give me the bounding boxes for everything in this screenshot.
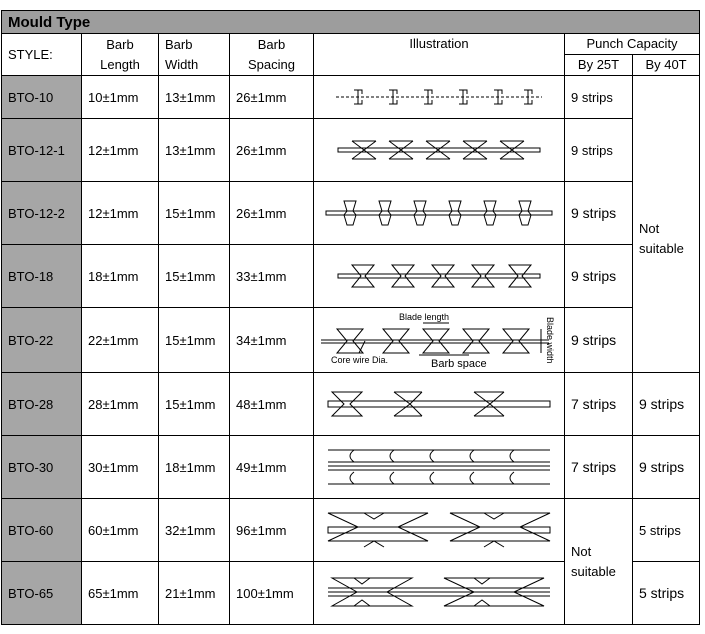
- by-25t-not-suitable: Not suitable: [565, 499, 633, 625]
- table-row: [2, 499, 700, 562]
- header-by-25t: By 25T: [565, 55, 633, 76]
- by-40t-cell: 5 strips: [633, 499, 700, 562]
- barb-width-cell: 15±1mm: [159, 182, 230, 245]
- barb-length-cell: 60±1mm: [82, 499, 159, 562]
- barb-spacing-cell: 96±1mm: [230, 499, 314, 562]
- style-cell: BTO-22: [2, 308, 82, 373]
- header-barb-width: Barb Width: [159, 34, 230, 76]
- by-25t-cell: 9 strips: [565, 308, 633, 373]
- illustration-bto-30: [314, 436, 565, 499]
- barb-width-cell: 15±1mm: [159, 308, 230, 373]
- table-row: [2, 373, 700, 436]
- barb-spacing-cell: 26±1mm: [230, 76, 314, 119]
- barb-spacing-cell: 26±1mm: [230, 182, 314, 245]
- illustration-bto-12-1: [314, 119, 565, 182]
- table-row: [2, 436, 700, 499]
- style-cell: BTO-65: [2, 562, 82, 625]
- by-25t-cell: 9 strips: [565, 182, 633, 245]
- barb-width-cell: 32±1mm: [159, 499, 230, 562]
- style-cell: BTO-60: [2, 499, 82, 562]
- barb-width-cell: 13±1mm: [159, 76, 230, 119]
- barb-spacing-cell: 34±1mm: [230, 308, 314, 373]
- header-barb-length: Barb Length: [82, 34, 159, 76]
- style-cell: BTO-12-1: [2, 119, 82, 182]
- barb-spacing-cell: 100±1mm: [230, 562, 314, 625]
- illustration-bto-60: [314, 499, 565, 562]
- style-cell: BTO-28: [2, 373, 82, 436]
- header-style: STYLE:: [2, 34, 82, 76]
- barb-space-label: Barb space: [431, 358, 487, 369]
- illustration-bto-18: [314, 245, 565, 308]
- by-25t-cell: 9 strips: [565, 245, 633, 308]
- barb-spacing-cell: 33±1mm: [230, 245, 314, 308]
- core-wire-label: Core wire Dia.: [331, 355, 389, 365]
- barb-width-cell: 18±1mm: [159, 436, 230, 499]
- table-row: [2, 76, 700, 119]
- table-row: [2, 182, 700, 245]
- style-cell: BTO-12-2: [2, 182, 82, 245]
- barb-length-cell: 65±1mm: [82, 562, 159, 625]
- by-25t-cell: 7 strips: [565, 436, 633, 499]
- header-punch-capacity: Punch Capacity: [565, 34, 700, 55]
- style-cell: BTO-10: [2, 76, 82, 119]
- table-row: [2, 245, 700, 308]
- barb-width-cell: 15±1mm: [159, 373, 230, 436]
- by-40t-not-suitable: Not suitable: [633, 76, 700, 373]
- barb-length-cell: 22±1mm: [82, 308, 159, 373]
- blade-width-label: Blade width: [545, 317, 555, 364]
- barb-width-cell: 15±1mm: [159, 245, 230, 308]
- table-title: Mould Type: [2, 11, 700, 34]
- mould-type-table: [1, 10, 700, 625]
- illustration-bto-65: [314, 562, 565, 625]
- illustration-bto-28: [314, 373, 565, 436]
- barb-length-cell: 12±1mm: [82, 119, 159, 182]
- header-illustration: Illustration: [314, 34, 565, 76]
- barb-length-cell: 30±1mm: [82, 436, 159, 499]
- style-cell: BTO-18: [2, 245, 82, 308]
- header-by-40t: By 40T: [633, 55, 700, 76]
- illustration-bto-12-2: [314, 182, 565, 245]
- blade-length-label: Blade length: [399, 312, 450, 322]
- barb-width-cell: 21±1mm: [159, 562, 230, 625]
- barb-width-cell: 13±1mm: [159, 119, 230, 182]
- table-row: [2, 119, 700, 182]
- by-25t-cell: 9 strips: [565, 76, 633, 119]
- style-cell: BTO-30: [2, 436, 82, 499]
- by-25t-cell: 9 strips: [565, 119, 633, 182]
- barb-length-cell: 10±1mm: [82, 76, 159, 119]
- by-25t-cell: 7 strips: [565, 373, 633, 436]
- illustration-bto-22: [314, 308, 565, 373]
- barb-length-cell: 28±1mm: [82, 373, 159, 436]
- table-row: [2, 308, 700, 373]
- header-barb-spacing: Barb Spacing: [230, 34, 314, 76]
- by-40t-cell: 9 strips: [633, 436, 700, 499]
- barb-spacing-cell: 48±1mm: [230, 373, 314, 436]
- barb-length-cell: 12±1mm: [82, 182, 159, 245]
- by-40t-cell: 9 strips: [633, 373, 700, 436]
- by-40t-cell: 5 strips: [633, 562, 700, 625]
- illustration-bto-10: [314, 76, 565, 119]
- barb-spacing-cell: 26±1mm: [230, 119, 314, 182]
- barb-length-cell: 18±1mm: [82, 245, 159, 308]
- barb-spacing-cell: 49±1mm: [230, 436, 314, 499]
